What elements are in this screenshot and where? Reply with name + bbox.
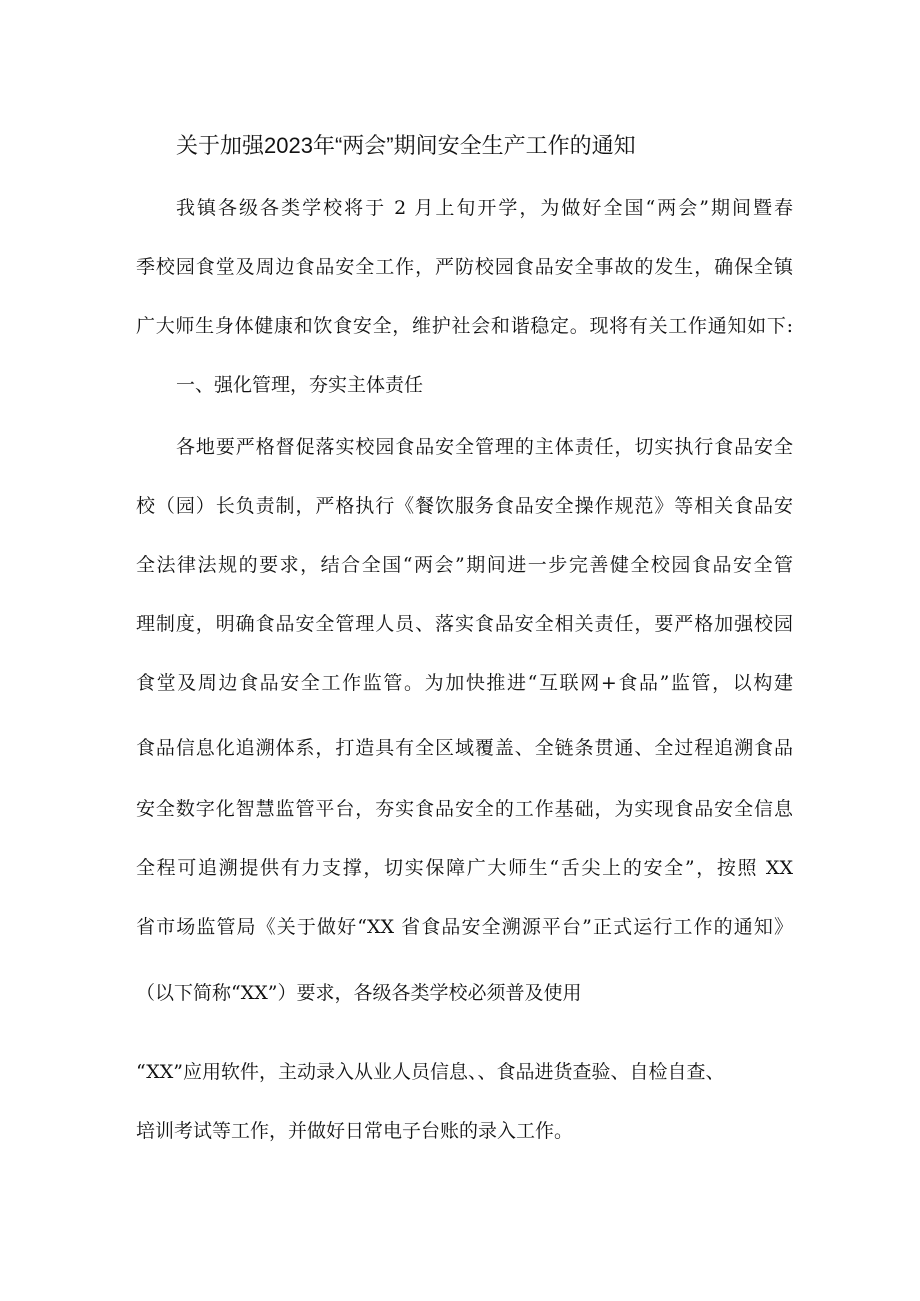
section-1-tail-line-1: “XX”应用软件，主动录入从业人员信息、、食品进货查验、自检自查、 bbox=[136, 1061, 725, 1083]
section-1-line-10: （以下简称“XX”）要求，各级各类学校必须普及使用 bbox=[136, 982, 582, 1004]
document-title: 关于加强2023年“两会”期间安全生产工作的通知 bbox=[176, 133, 636, 158]
section-1-line-8: 全程可追溯提供有力支撑，切实保障广大师生“舌尖上的安全”，按照 XX bbox=[136, 857, 793, 879]
section-1-line-7: 安全数字化智慧监管平台，夯实食品安全的工作基础，为实现食品安全信息 bbox=[136, 798, 793, 820]
section-1-line-9: 省市场监管局《关于做好“XX 省食品安全溯源平台”正式运行工作的通知》 bbox=[136, 916, 793, 938]
section-1-tail-line-2: 培训考试等工作，并做好日常电子台账的录入工作。 bbox=[136, 1120, 574, 1142]
section-1-heading: 一、强化管理，夯实主体责任 bbox=[176, 374, 424, 396]
section-1-line-1: 各地要严格督促落实校园食品安全管理的主体责任，切实执行食品安全 bbox=[176, 436, 793, 458]
intro-line-3: 广大师生身体健康和饮食安全，维护社会和谐稳定。现将有关工作通知如下: bbox=[136, 315, 793, 337]
section-1-line-6: 食品信息化追溯体系，打造具有全区域覆盖、全链条贯通、全过程追溯食品 bbox=[136, 737, 793, 759]
section-1-line-2: 校（园）长负责制，严格执行《餐饮服务食品安全操作规范》等相关食品安 bbox=[136, 495, 793, 517]
section-1-line-5: 食堂及周边食品安全工作监管。为加快推进“互联网+食品”监管，以构建 bbox=[136, 672, 793, 694]
section-1-line-3: 全法律法规的要求，结合全国“两会”期间进一步完善健全校园食品安全管 bbox=[136, 554, 793, 576]
intro-line-1: 我镇各级各类学校将于 2 月上旬开学，为做好全国“两会”期间暨春 bbox=[176, 197, 793, 219]
section-1-line-4: 理制度，明确食品安全管理人员、落实食品安全相关责任，要严格加强校园 bbox=[136, 613, 793, 635]
intro-line-2: 季校园食堂及周边食品安全工作，严防校园食品安全事故的发生，确保全镇 bbox=[136, 256, 793, 278]
